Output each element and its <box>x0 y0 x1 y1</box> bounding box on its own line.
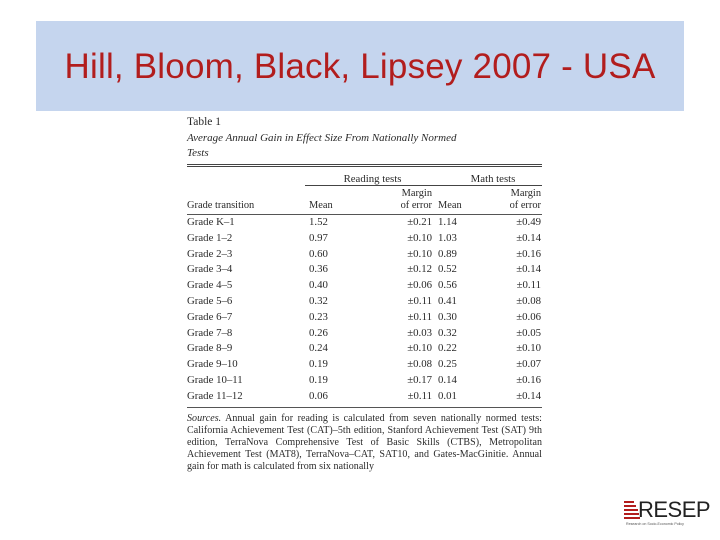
cell-grade: Grade 7–8 <box>187 326 233 339</box>
cell-grade: Grade 10–11 <box>187 373 243 386</box>
cell-math-mean: 1.14 <box>438 216 457 228</box>
header-math-mean: Mean <box>438 200 462 211</box>
cell-math-margin: ±0.16 <box>516 247 542 260</box>
slide-title: Hill, Bloom, Black, Lipsey 2007 - USA <box>64 47 656 86</box>
table-bottom-rule <box>187 407 542 408</box>
cell-math-margin: ±0.14 <box>516 263 542 276</box>
table-row <box>187 326 542 342</box>
cell-reading-mean: 0.19 <box>309 373 328 386</box>
cell-math-margin: ±0.06 <box>516 310 542 323</box>
scanned-table-figure <box>187 116 542 474</box>
logo-word: RESEP <box>638 497 711 522</box>
cell-reading-margin: ±0.11 <box>407 294 433 307</box>
cell-grade: Grade 2–3 <box>187 247 233 260</box>
cell-reading-margin: ±0.10 <box>407 247 433 260</box>
table-row <box>187 215 542 231</box>
cell-math-mean: 0.22 <box>438 342 457 355</box>
table-row <box>187 294 542 310</box>
group-header-row <box>187 167 542 186</box>
cell-reading-margin: ±0.08 <box>407 358 433 371</box>
header-math-margin <box>486 186 542 215</box>
cell-reading-margin: ±0.03 <box>407 326 433 339</box>
table-caption <box>187 131 542 161</box>
cell-math-mean: 0.32 <box>438 326 457 339</box>
cell-reading-mean: 0.19 <box>309 358 328 371</box>
effect-size-table <box>187 167 542 405</box>
cell-math-margin: ±0.08 <box>516 294 542 307</box>
table-row <box>187 247 542 263</box>
header-grade-transition: Grade transition <box>187 200 255 211</box>
cell-math-margin: ±0.05 <box>516 326 542 339</box>
column-header-row <box>187 186 542 215</box>
cell-reading-mean: 0.26 <box>309 326 328 339</box>
table-label: Table 1 <box>187 116 222 128</box>
table-sources-note <box>187 413 542 474</box>
logo-tagline: Research on Socio-Economic Policy <box>626 522 684 526</box>
table-row <box>187 357 542 373</box>
group-header-math: Math tests <box>434 167 542 186</box>
cell-reading-margin: ±0.10 <box>407 231 433 244</box>
cell-reading-mean: 1.52 <box>309 216 328 228</box>
cell-grade: Grade 9–10 <box>187 358 238 371</box>
cell-grade: Grade 3–4 <box>187 263 233 276</box>
table-row <box>187 373 542 389</box>
cell-math-mean: 0.56 <box>438 279 457 292</box>
header-margin-line-2: of error <box>509 200 542 211</box>
cell-reading-mean: 0.23 <box>309 310 328 323</box>
cell-reading-mean: 0.97 <box>309 231 328 244</box>
cell-grade: Grade 4–5 <box>187 279 233 292</box>
cell-math-margin: ±0.49 <box>516 216 542 228</box>
cell-reading-mean: 0.06 <box>309 389 328 402</box>
group-header-reading: Reading tests <box>305 167 434 186</box>
cell-grade: Grade K–1 <box>187 216 235 228</box>
cell-math-mean: 0.01 <box>438 389 457 402</box>
sources-text: Annual gain for reading is calculated from seven nationally normed tests: California Achievement Test (CAT)–5th edition, Stanford Achievement Test (SAT) 9th edition, TerraNova Comprehensive Test of Basic Skills (CTBS), Metropolitan Achievement Test (MAT8), TerraNova–CAT, SAT10, and Gates-MacGinitie. Annual gain for math is calculated from six nationally <box>187 412 542 473</box>
header-reading-mean: Mean <box>309 200 333 211</box>
cell-math-margin: ±0.11 <box>516 279 542 292</box>
header-margin-line-1: Margin <box>401 188 433 199</box>
cell-math-mean: 1.03 <box>438 231 457 244</box>
cell-reading-margin: ±0.10 <box>407 342 433 355</box>
header-margin-line-1: Margin <box>510 188 542 199</box>
cell-reading-mean: 0.40 <box>309 279 328 292</box>
cell-grade: Grade 5–6 <box>187 294 233 307</box>
cell-reading-margin: ±0.06 <box>407 279 433 292</box>
table-row <box>187 278 542 294</box>
cell-reading-mean: 0.32 <box>309 294 328 307</box>
resep-logo <box>624 497 711 527</box>
table-caption-line-2: Tests <box>187 147 209 159</box>
header-margin-line-2: of error <box>400 200 433 211</box>
cell-reading-margin: ±0.17 <box>407 373 433 386</box>
sources-lead: Sources. <box>187 412 222 424</box>
title-band <box>36 21 684 111</box>
cell-math-mean: 0.41 <box>438 294 457 307</box>
cell-math-mean: 0.14 <box>438 373 457 386</box>
cell-math-mean: 0.89 <box>438 247 457 260</box>
cell-math-mean: 0.25 <box>438 358 457 371</box>
cell-reading-mean: 0.24 <box>309 342 328 355</box>
cell-math-margin: ±0.14 <box>516 231 542 244</box>
cell-math-margin: ±0.16 <box>516 373 542 386</box>
table-caption-line-1: Average Annual Gain in Effect Size From Nationally Normed <box>187 132 457 144</box>
cell-reading-margin: ±0.21 <box>407 216 433 228</box>
cell-reading-mean: 0.36 <box>309 263 328 276</box>
header-reading-margin <box>360 186 434 215</box>
cell-reading-margin: ±0.12 <box>407 263 433 276</box>
cell-reading-margin: ±0.11 <box>407 310 433 323</box>
table-row <box>187 262 542 278</box>
cell-math-mean: 0.52 <box>438 263 457 276</box>
cell-reading-margin: ±0.11 <box>407 389 433 402</box>
cell-grade: Grade 1–2 <box>187 231 233 244</box>
cell-math-margin: ±0.10 <box>516 342 542 355</box>
cell-reading-mean: 0.60 <box>309 247 328 260</box>
cell-math-margin: ±0.14 <box>516 389 542 402</box>
table-row <box>187 341 542 357</box>
table-row <box>187 389 542 405</box>
cell-grade: Grade 8–9 <box>187 342 233 355</box>
cell-math-mean: 0.30 <box>438 310 457 323</box>
table-row <box>187 310 542 326</box>
cell-grade: Grade 11–12 <box>187 389 243 402</box>
table-row <box>187 231 542 247</box>
cell-grade: Grade 6–7 <box>187 310 233 323</box>
cell-math-margin: ±0.07 <box>516 358 542 371</box>
